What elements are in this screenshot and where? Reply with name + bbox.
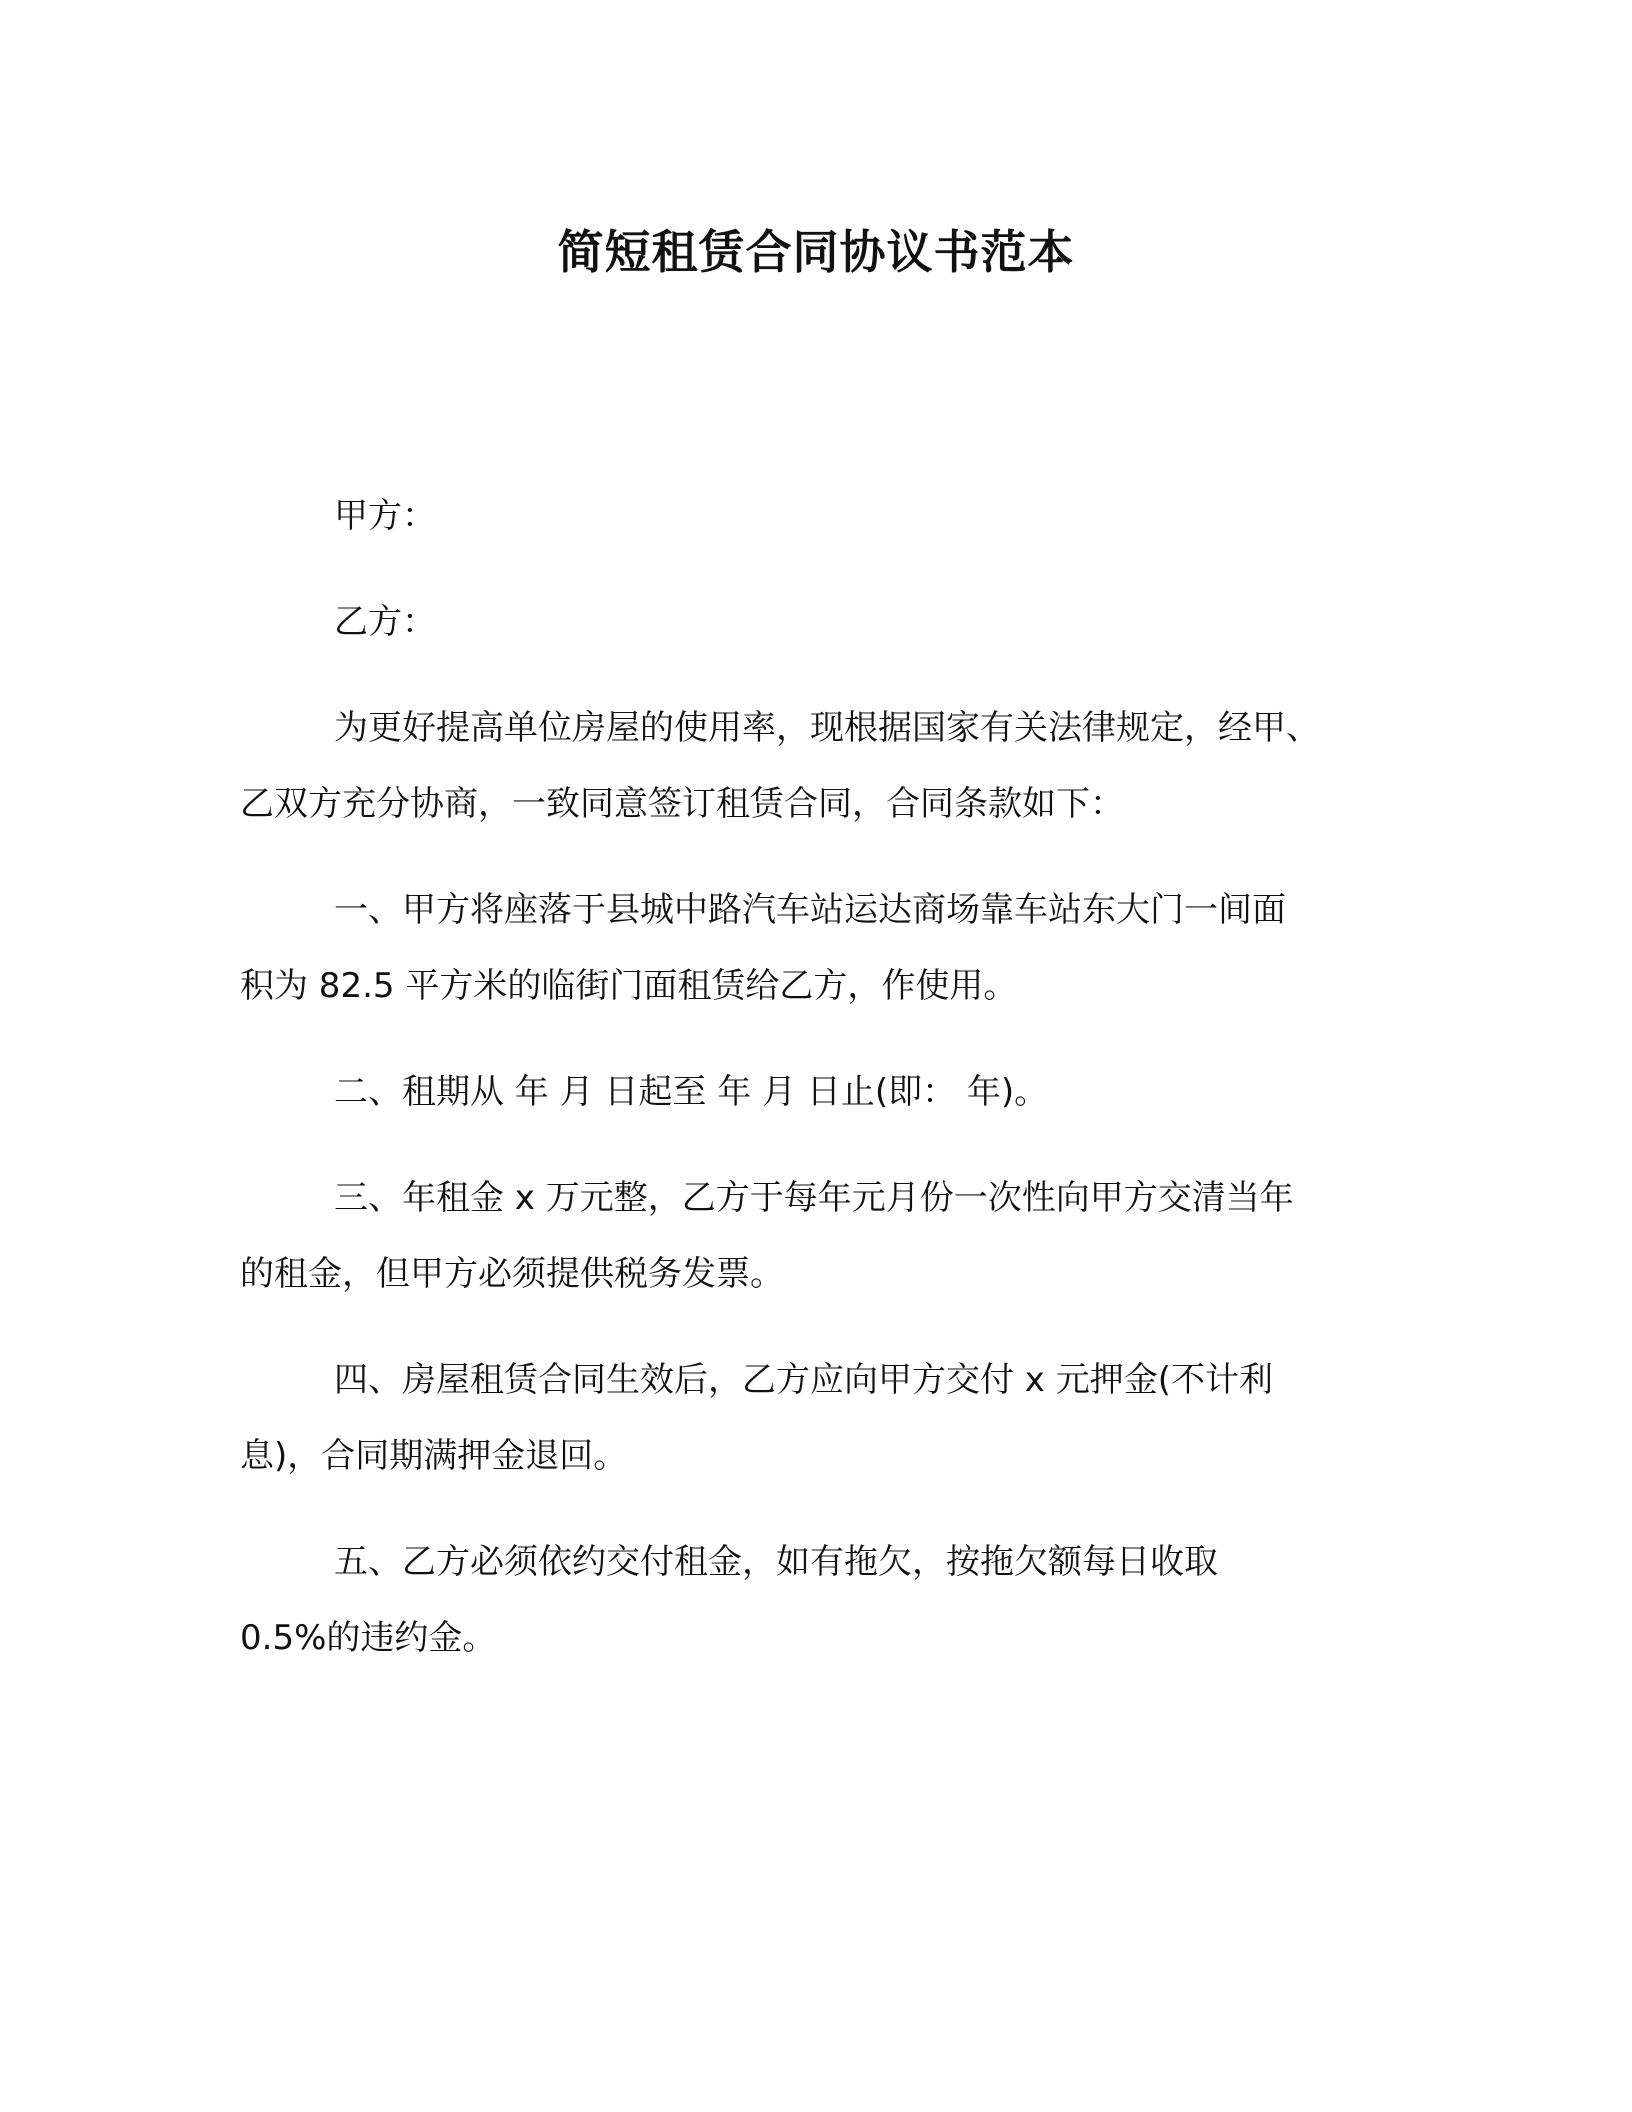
clause-1-line-1: 一、甲方将座落于县城中路汽车站运达商场靠车站东大门一间面 — [334, 890, 1286, 930]
clause-1-line-2: 积为 82.5 平方米的临街门面租赁给乙方，作使用。 — [240, 966, 1018, 1006]
clause-2-line-1: 二、租期从 年 月 日起至 年 月 日止(即： 年)。 — [334, 1072, 1049, 1112]
document-title: 简短租赁合同协议书范本 — [557, 225, 1075, 279]
clause-3-line-1: 三、年租金 x 万元整，乙方于每年元月份一次性向甲方交清当年 — [334, 1178, 1294, 1218]
clause-4-line-2: 息)，合同期满押金退回。 — [240, 1436, 628, 1476]
clause-3-line-2: 的租金，但甲方必须提供税务发票。 — [240, 1254, 784, 1294]
party-a-label: 甲方： — [334, 496, 436, 536]
intro-paragraph — [240, 690, 1400, 842]
party-b-label: 乙方： — [334, 602, 436, 642]
party-a-line — [240, 478, 1400, 554]
clause-5-paragraph — [240, 1524, 1400, 1676]
clause-5-line-1: 五、乙方必须依约交付租金，如有拖欠，按拖欠额每日收取 — [334, 1542, 1218, 1582]
clause-3-paragraph — [240, 1160, 1400, 1312]
intro-line-1: 为更好提高单位房屋的使用率，现根据国家有关法律规定，经甲、 — [334, 708, 1320, 748]
intro-line-2: 乙双方充分协商，一致同意签订租赁合同，合同条款如下： — [240, 784, 1124, 824]
clause-1-paragraph — [240, 872, 1400, 1024]
clause-4-line-1: 四、房屋租赁合同生效后，乙方应向甲方交付 x 元押金(不计利 — [334, 1360, 1273, 1400]
clause-4-paragraph — [240, 1342, 1400, 1494]
clause-2-paragraph — [240, 1054, 1400, 1130]
party-b-line — [240, 584, 1400, 660]
clause-5-line-2: 0.5%的违约金。 — [240, 1618, 497, 1658]
